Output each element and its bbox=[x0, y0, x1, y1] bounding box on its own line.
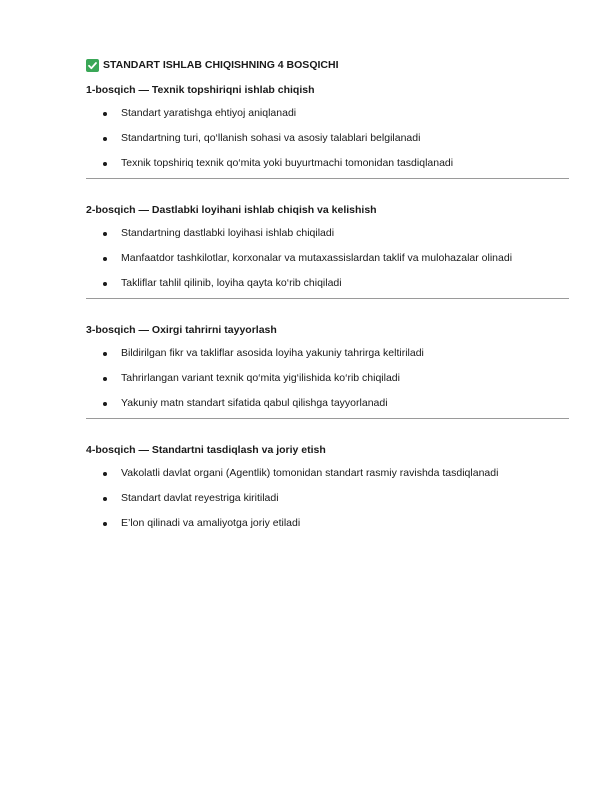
bullet-icon bbox=[103, 232, 107, 236]
list-item-text: Standartning dastlabki loyihasi ishlab chiqiladi bbox=[121, 227, 335, 239]
list-item-text: Takliflar tahlil qilinib, loyiha qayta ko‘rib chiqiladi bbox=[121, 277, 342, 289]
bullet-list bbox=[86, 466, 569, 531]
list-item-text: Vakolatli davlat organi (Agentlik) tomonidan standart rasmiy ravishda tasdiqlanadi bbox=[121, 467, 499, 479]
list-item bbox=[86, 491, 569, 506]
list-item bbox=[86, 371, 569, 386]
list-item-text: Yakuniy matn standart sifatida qabul qilishga tayyorlanadi bbox=[121, 397, 388, 409]
check-mark-button-icon bbox=[86, 59, 99, 72]
bullet-icon bbox=[103, 522, 107, 526]
list-item bbox=[86, 226, 569, 241]
section-4 bbox=[86, 443, 569, 531]
section-divider bbox=[86, 178, 569, 179]
bullet-list bbox=[86, 346, 569, 411]
document-page bbox=[86, 57, 569, 541]
bullet-icon bbox=[103, 162, 107, 166]
bullet-icon bbox=[103, 137, 107, 141]
list-item-text: Bildirilgan fikr va takliflar asosida loyiha yakuniy tahrirga keltiriladi bbox=[121, 347, 424, 359]
section-heading: 1-bosqich — Texnik topshiriqni ishlab chiqish bbox=[86, 84, 315, 96]
document-title bbox=[86, 57, 569, 73]
list-item bbox=[86, 346, 569, 361]
section-3 bbox=[86, 323, 569, 419]
list-item bbox=[86, 276, 569, 291]
bullet-list bbox=[86, 226, 569, 291]
list-item-text: Manfaatdor tashkilotlar, korxonalar va mutaxassislardan taklif va mulohazalar olinadi bbox=[121, 252, 513, 264]
document-title-text: STANDART ISHLAB CHIQISHNING 4 BOSQICHI bbox=[103, 59, 339, 71]
list-item bbox=[86, 251, 569, 266]
bullet-list bbox=[86, 106, 569, 171]
section-2 bbox=[86, 203, 569, 299]
list-item bbox=[86, 156, 569, 171]
bullet-icon bbox=[103, 497, 107, 501]
list-item-text: Standartning turi, qo‘llanish sohasi va asosiy talablari belgilanadi bbox=[121, 132, 421, 144]
bullet-icon bbox=[103, 352, 107, 356]
list-item bbox=[86, 516, 569, 531]
bullet-icon bbox=[103, 282, 107, 286]
section-heading: 4-bosqich — Standartni tasdiqlash va joriy etish bbox=[86, 444, 326, 456]
list-item-text: Standart davlat reyestriga kiritiladi bbox=[121, 492, 279, 504]
bullet-icon bbox=[103, 257, 107, 261]
bullet-icon bbox=[103, 472, 107, 476]
section-heading: 2-bosqich — Dastlabki loyihani ishlab chiqish va kelishish bbox=[86, 204, 377, 216]
section-divider bbox=[86, 418, 569, 419]
list-item-text: Tahrirlangan variant texnik qo‘mita yig‘ilishida ko‘rib chiqiladi bbox=[121, 372, 400, 384]
bullet-icon bbox=[103, 377, 107, 381]
section-divider bbox=[86, 298, 569, 299]
list-item bbox=[86, 131, 569, 146]
list-item bbox=[86, 396, 569, 411]
bullet-icon bbox=[103, 402, 107, 406]
list-item-text: E’lon qilinadi va amaliyotga joriy etiladi bbox=[121, 517, 301, 529]
list-item-text: Texnik topshiriq texnik qo‘mita yoki buyurtmachi tomonidan tasdiqlanadi bbox=[121, 157, 454, 169]
list-item bbox=[86, 106, 569, 121]
section-heading: 3-bosqich — Oxirgi tahrirni tayyorlash bbox=[86, 324, 277, 336]
list-item bbox=[86, 466, 569, 481]
bullet-icon bbox=[103, 112, 107, 116]
section-1 bbox=[86, 83, 569, 179]
list-item-text: Standart yaratishga ehtiyoj aniqlanadi bbox=[121, 107, 297, 119]
